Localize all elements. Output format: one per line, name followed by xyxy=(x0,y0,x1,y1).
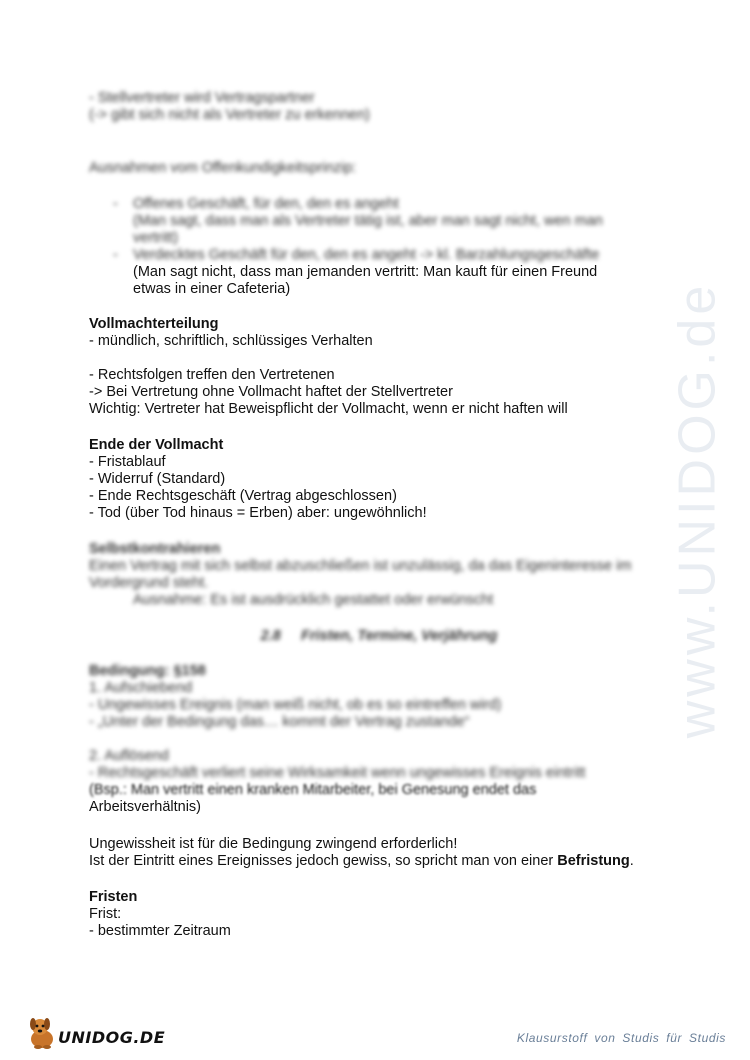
ende-section xyxy=(89,437,669,522)
exception-text: (Man sagt nicht, dass man jemanden vertritt: Man kauft für einen Freund xyxy=(133,264,598,280)
fristen-section xyxy=(89,889,669,940)
text-line: Ausnahme: Es ist ausdrücklich gestattet oder erwünscht xyxy=(133,592,494,608)
bedingung-section xyxy=(89,663,669,816)
logo-text: UNIDOG.DE xyxy=(58,1028,166,1047)
text-line: - Rechtsgeschäft verliert seine Wirksamkeit wenn ungewisses Ereignis eintritt xyxy=(89,765,586,781)
exceptions-section xyxy=(89,160,669,298)
text-fragment: Ist der Eintritt eines Ereignisses jedoch gewiss, so spricht man von einer xyxy=(89,853,558,869)
unidog-logo[interactable] xyxy=(24,1013,164,1053)
text-line: Einen Vertrag mit sich selbst abzuschließen ist unzulässig, da das Eigeninteresse im xyxy=(89,558,632,574)
text-line: - bestimmter Zeitraum xyxy=(89,923,231,939)
text-line xyxy=(89,853,669,870)
section-heading: Selbstkontrahieren xyxy=(89,541,221,557)
ungewissheit-section xyxy=(89,836,669,870)
text-line: - mündlich, schriftlich, schlüssiges Verhalten xyxy=(89,333,373,349)
exception-title: Verdecktes Geschäft für den, den es angeht -> kl. Barzahlungsgeschäfte xyxy=(133,247,600,263)
exceptions-heading: Ausnahmen vom Offenkundigkeitsprinzip: xyxy=(89,160,357,176)
text-line: - Ungewisses Ereignis (man weiß nicht, ob es so eintreffen wird) xyxy=(89,697,502,713)
text-line: - Rechtsfolgen treffen den Vertretenen xyxy=(89,367,335,383)
bullet: - xyxy=(113,247,118,263)
section-name: Fristen, Termine, Verjährung xyxy=(300,628,498,644)
section-heading: Bedingung: §158 xyxy=(89,663,206,679)
list-item: - Ende Rechtsgeschäft (Vertrag abgeschlossen) xyxy=(89,488,397,504)
exception-text: (Man sagt, dass man als Vertreter tätig ist, aber man sagt nicht, wen man xyxy=(133,213,603,229)
section-number: 2.8 xyxy=(260,628,281,644)
section-heading: Fristen xyxy=(89,889,138,905)
text-line: Arbeitsverhältnis) xyxy=(89,799,202,815)
intro-block xyxy=(89,90,669,124)
intro-line: - Stellvertreter wird Vertragspartner xyxy=(89,90,315,106)
exception-item-hidden xyxy=(89,247,669,298)
sub-heading: 1. Aufschiebend xyxy=(89,680,193,696)
section-title-block xyxy=(89,628,669,645)
list-item: - Tod (über Tod hinaus = Erben) aber: ungewöhnlich! xyxy=(89,505,427,521)
list-item: - Widerruf (Standard) xyxy=(89,471,226,487)
emphasis-befristung: Befristung xyxy=(557,853,630,869)
text-fragment: . xyxy=(629,853,634,869)
section-heading: Vollmachterteilung xyxy=(89,316,219,332)
section-heading: Ende der Vollmacht xyxy=(89,437,224,453)
footer-tagline: Klausurstoff von Studis für Studis xyxy=(516,1031,726,1045)
text-line: Vordergrund steht. xyxy=(89,575,209,591)
watermark-text: www.UNIDOG.de xyxy=(668,281,727,739)
text-line: -> Bei Vertretung ohne Vollmacht haftet der Stellvertreter xyxy=(89,384,453,400)
watermark xyxy=(658,280,738,740)
selbst-section xyxy=(89,541,669,609)
exception-text: etwas in einer Cafeteria) xyxy=(133,281,291,297)
text-line: (Bsp.: Man vertritt einen kranken Mitarbeiter, bei Genesung endet das xyxy=(89,782,537,798)
text-line: Wichtig: Vertreter hat Beweispflicht der Vollmacht, wenn er nicht haften will xyxy=(89,401,568,417)
exception-text: vertritt) xyxy=(133,230,179,246)
intro-line: (-> gibt sich nicht als Vertreter zu erkennen) xyxy=(89,107,370,123)
section-title xyxy=(89,628,669,645)
text-line: Frist: xyxy=(89,906,122,922)
sub-heading: 2. Auflösend xyxy=(89,748,169,764)
text-line: - „Unter der Bedingung das… kommt der Vertrag zustande“ xyxy=(89,714,470,730)
text-line: Ungewissheit ist für die Bedingung zwingend erforderlich! xyxy=(89,836,458,852)
vollmachterteilung-section xyxy=(89,316,669,418)
exception-title: Offenes Geschäft, für den, den es angeht xyxy=(133,196,399,212)
list-item: - Fristablauf xyxy=(89,454,166,470)
exception-item-open xyxy=(89,196,669,247)
bullet: - xyxy=(113,196,118,212)
